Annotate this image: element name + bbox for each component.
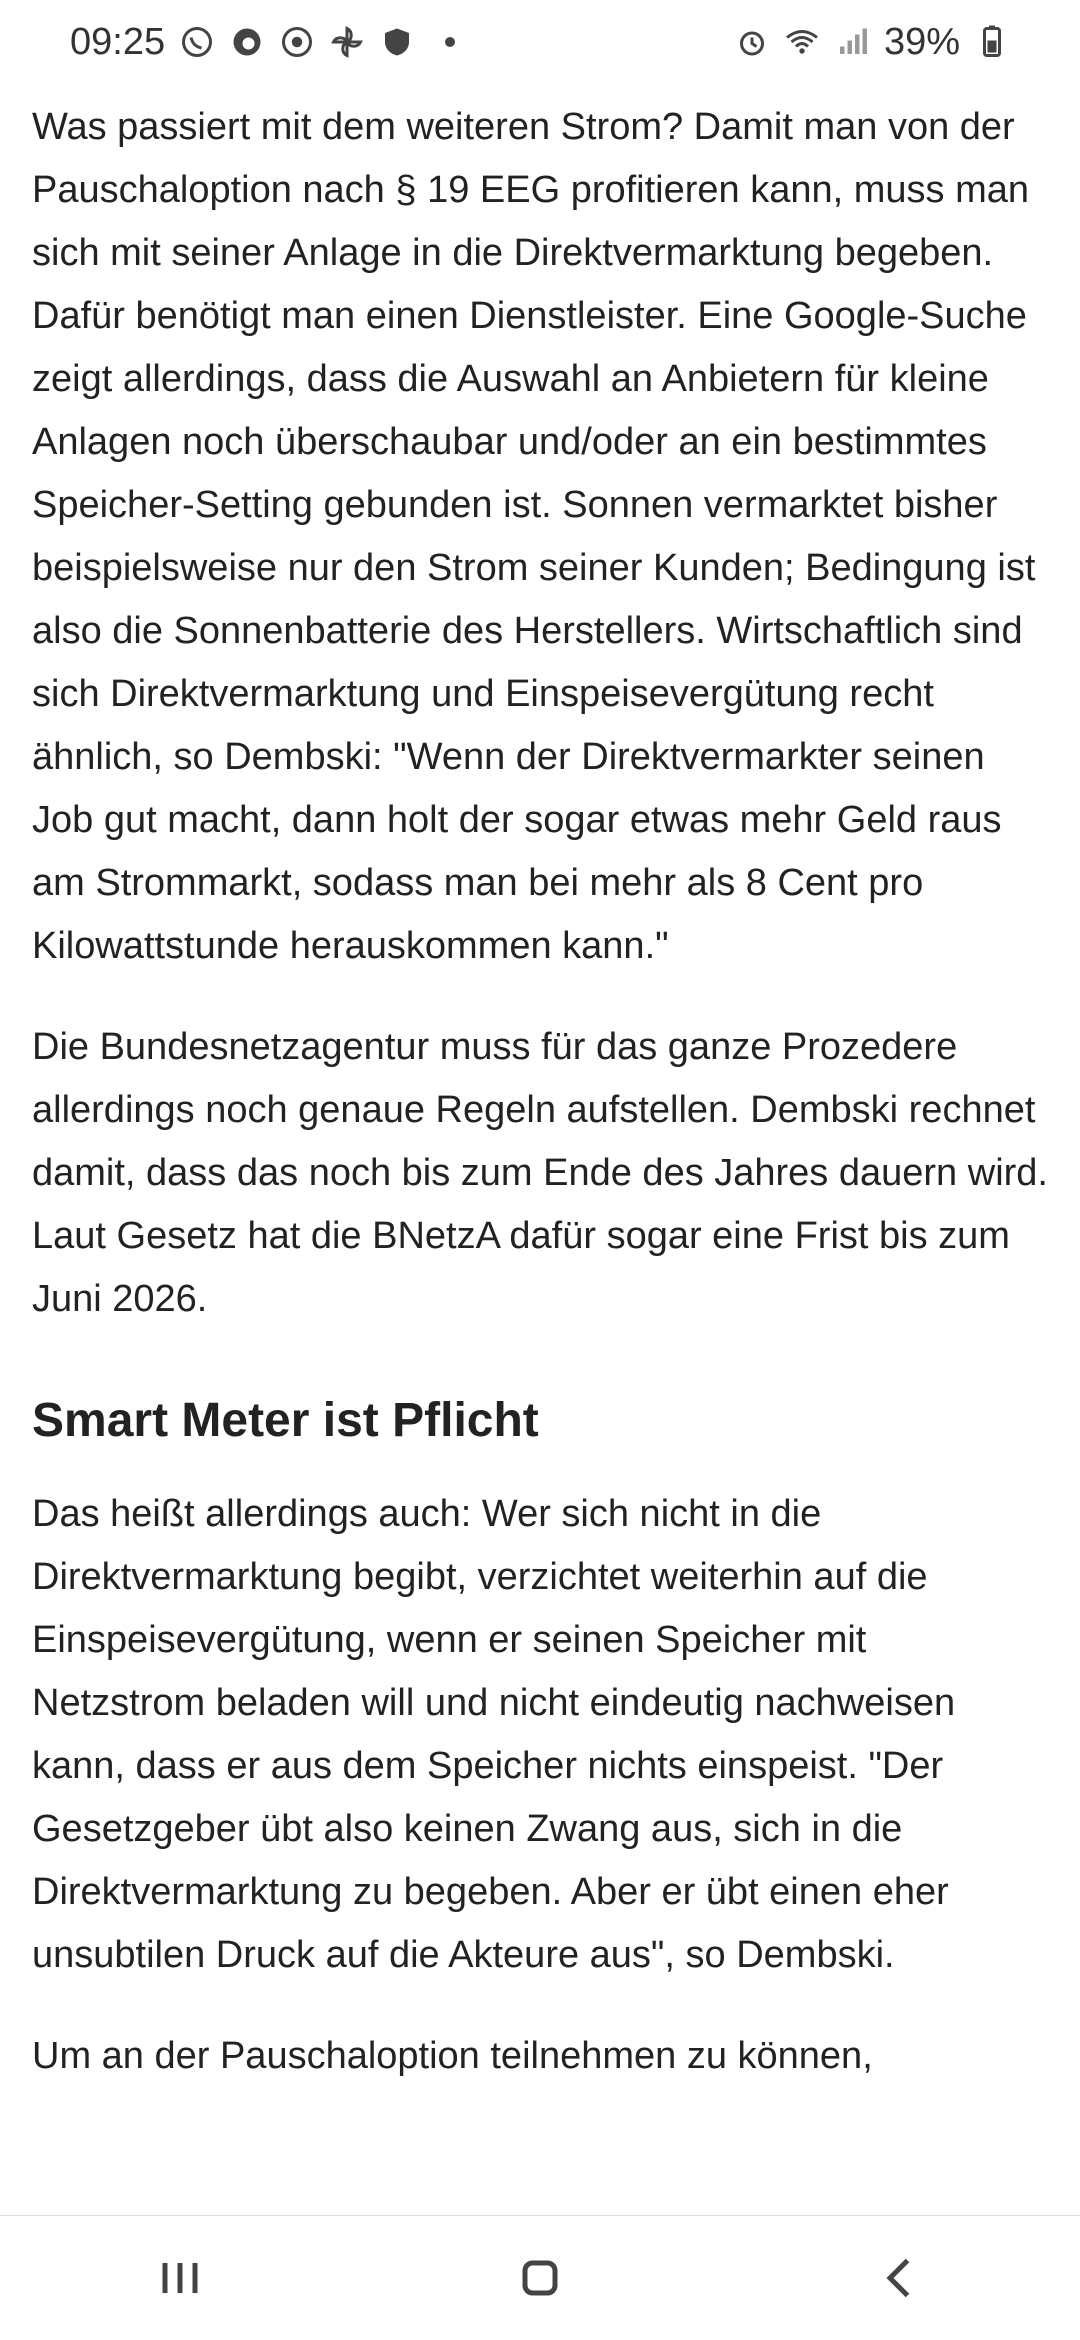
section-heading: Smart Meter ist Pflicht [32,1394,539,1447]
status-bar [0,0,1080,84]
shield-icon [379,24,415,60]
article-paragraph: Die Bundesnetzagentur muss für das ganze Prozedere allerdings noch genaue Regeln aufstellen. Dembski rechnet damit, dass das noch bis zum Ende des Jahres dauern wird. Laut Gesetz hat die BNetzA dafür sogar eine Frist bis zum Juni 2026. [32,1026,1048,1320]
article-paragraph: Das heißt allerdings auch: Wer sich nicht in die Direktvermarktung begibt, verzichtet weiterhin auf die Einspeisevergütung, wenn er seinen Speicher mit Netzstrom beladen will und nicht eindeutig nachweisen kann, dass er aus dem Speicher nichts einspeist. "Der Gesetzgeber übt also keinen Zwang aus, sich in die Direktvermarktung zu begeben. Aber er übt einen eher unsubtilen Druck auf die Akteure aus", so Dembski. [32,1493,956,1976]
home-button[interactable] [480,2238,600,2318]
home-icon [510,2248,570,2308]
status-bar-left [70,21,455,64]
wifi-icon [784,24,820,60]
signal-icon [834,24,870,60]
article-paragraph: Um an der Pauschaloption teilnehmen zu können, [32,2035,873,2077]
recent-apps-icon [150,2248,210,2308]
navigation-bar [0,2215,1080,2340]
battery-percentage: 39% [883,20,960,63]
whatsapp-icon [179,24,215,60]
back-icon [870,2248,930,2308]
chrome-icon [279,24,315,60]
article-content [32,96,1048,2216]
firefox-icon [229,24,265,60]
clock: 09:25 [70,20,166,63]
pinwheel-icon [329,24,365,60]
alarm-icon [734,24,770,60]
more-notifications-dot [445,37,455,47]
recent-apps-button[interactable] [120,2238,240,2318]
back-button[interactable] [840,2238,960,2318]
battery-icon [974,24,1010,60]
article-paragraph: Was passiert mit dem weiteren Strom? Damit man von der Pauschaloption nach § 19 EEG profitieren kann, muss man sich mit seiner Anlage in die Direktvermarktung begeben. Dafür benötigt man einen Dienstleister. Eine Google-Suche zeigt allerdings, dass die Auswahl an Anbietern für kleine Anlagen noch überschaubar und/oder an ein bestimmtes Speicher-Setting gebunden ist. Sonnen vermarktet bisher beispielsweise nur den Strom seiner Kunden; Bedingung ist also die Sonnenbatterie des Herstellers. Wirtschaftlich sind sich Direktvermarktung und Einspeisevergütung recht ähnlich, so Dembski: "Wenn der Direktvermarkter seinen Job gut macht, dann holt der sogar etwas mehr Geld raus am Strommarkt, sodass man bei mehr als 8 Cent pro Kilowattstunde herauskommen kann." [32,106,1036,967]
status-bar-right [734,21,1010,64]
